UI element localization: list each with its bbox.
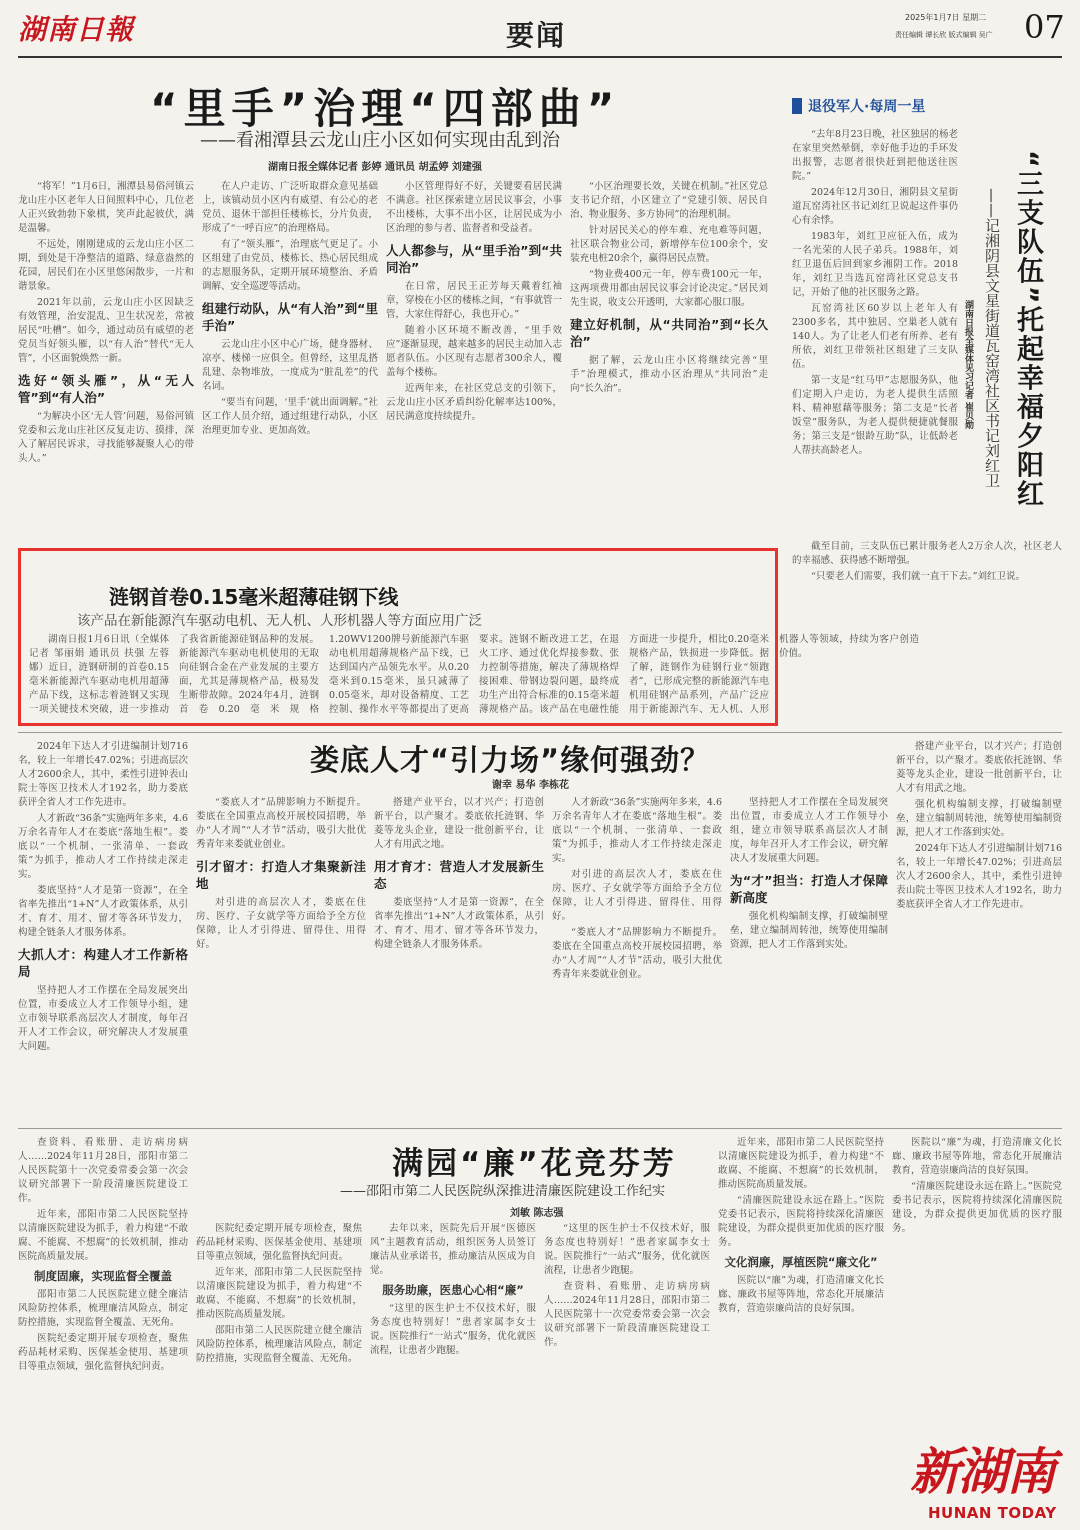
- bottom-story-byline: 刘敏 陈志强: [510, 1208, 564, 1219]
- mid-story-byline: 谢幸 易华 李栋花: [492, 780, 569, 791]
- mid-story-headline: 娄底人才“引力场”缘何强劲？: [310, 743, 711, 777]
- bottom-story-column-5: [718, 1136, 884, 1528]
- paragraph: 医院纪委定期开展专项检查，聚焦药品耗材采购、医保基金使用、基建项目等重点领域，强化监督执纪问责。: [196, 1223, 362, 1262]
- paragraph: 1983年，刘红卫应征入伍，成为一名光荣的人民子弟兵。1988年，刘红卫退伍后回到家乡湘阴工作。2018年，刘红卫当选瓦窑湾社区党总支书记，开始了他的社区服务之路。: [792, 231, 958, 298]
- paragraph: 对引进的高层次人才，娄底在住房、医疗、子女就学等方面给予全方位保障，让人才引得进、留得住、用得好。: [196, 897, 366, 950]
- paragraph: 据了解，云龙山庄小区将继续完善“里手”治理模式，推动小区治理从“共同治”走向“长久治”。: [570, 355, 768, 394]
- masthead-divider: [18, 56, 1062, 58]
- section-divider: [18, 732, 1062, 733]
- mid-story-column-4: [552, 796, 722, 1126]
- paragraph: “为解决小区‘无人管’问题，易俗河镇党委和云龙山庄社区反复走访、摸排，深入了解居民诉求，寻找能够凝聚人心的带头人。”: [18, 411, 194, 464]
- mid-story-column-6: [896, 740, 1062, 1126]
- paragraph: 在人户走访、广泛听取群众意见基础上，该镇动员小区内有威望、有公心的老党员、退休干部担任楼栋长，分片负责，形成了“一呼百应”的治理格局。: [202, 181, 378, 234]
- side-column-tag-label: 退役军人·每周一星: [808, 99, 926, 115]
- paragraph: 医院以“廉”为魂，打造清廉文化长廊、廉政书屋等阵地，常态化开展廉洁教育，营造崇廉尚洁的良好氛围。: [718, 1275, 884, 1314]
- side-story-column-a: [792, 128, 958, 538]
- subhead: 服务助廉，医患心心相“廉”: [382, 1283, 524, 1297]
- mid-story-column-5: [730, 796, 888, 1126]
- paragraph: 截至目前，三支队伍已累计服务老人2万余人次，社区老人的幸福感、获得感不断增强。: [792, 541, 1062, 566]
- paragraph: 有了“领头雁”，治理底气更足了。小区组建了由党员、楼栋长、热心居民组成的志愿服务队，定期开展环境整治、矛盾调解、安全巡逻等活动。: [202, 239, 378, 292]
- paragraph: “物业费400元一年，停车费100元一年，这两项费用都由居民议事会讨论决定。”居民刘先生说，收支公开透明，大家都心服口服。: [570, 269, 768, 308]
- paragraph: 强化机构编制支撑，打破编制壁垒，建立编制周转池，统筹使用编制资源，把人才工作落到实处。: [896, 799, 1062, 838]
- paragraph: 邵阳市第二人民医院建立健全廉洁风险防控体系，梳理廉洁风险点，制定防控措施，实现监督全覆盖、无死角。: [18, 1289, 188, 1328]
- section-title: 要闻: [506, 19, 567, 52]
- paragraph: 在日常，居民王正芳每天戴着红袖章，穿梭在小区的楼栋之间，“有事就管一管，大家住得舒心，我也开心。”: [386, 281, 562, 320]
- paragraph: “去年8月23日晚，社区独居的杨老在家里突然晕倒，幸好他手边的手环发出报警，志愿者很快赶到把他送往医院。”: [792, 129, 958, 182]
- brand-watermark-english: HUNAN TODAY: [928, 1504, 1057, 1522]
- paragraph: 随着小区环境不断改善，“里手效应”逐渐显现，越来越多的居民主动加入志愿者队伍。小区现有志愿者300余人，覆盖每个楼栋。: [386, 325, 562, 378]
- bottom-story-column-6: [892, 1136, 1062, 1436]
- brand-watermark: [904, 1432, 1080, 1530]
- subhead: 大抓人才：构建人才工作新格局: [18, 947, 188, 979]
- subhead: 人人都参与，从“里手治”到“共同治”: [386, 243, 562, 275]
- subhead: 组建行动队，从“有人治”到“里手治”: [202, 301, 378, 333]
- top-story-byline: 湖南日报全媒体记者 彭婷 通讯员 胡孟婷 刘建强: [268, 162, 482, 173]
- subhead: 用才育才：营造人才发展新生态: [374, 859, 544, 891]
- paragraph: 强化机构编制支撑，打破编制壁垒，建立编制周转池，统筹使用编制资源，把人才工作落到实处。: [730, 911, 888, 950]
- side-story-byline: 湖南日报全媒体见习记者 崔贝勋: [963, 300, 973, 430]
- side-story-deck: ——记湘阴县文星街道瓦窑湾社区书记刘红卫: [983, 188, 1001, 488]
- paragraph: “只要老人们需要，我们就一直干下去。”刘红卫说。: [811, 571, 1025, 582]
- side-story-headline: “三支队伍”托起幸福夕阳红: [1012, 150, 1043, 509]
- paragraph: 医院纪委定期开展专项检查，聚焦药品耗材采购、医保基金使用、基建项目等重点领域，强化监督执纪问责。: [18, 1333, 188, 1372]
- paragraph: “娄底人才”品牌影响力不断提升。娄底在全国重点高校开展校园招聘，举办“人才周”“人才节”活动，吸引大批优秀青年来娄就业创业。: [196, 797, 366, 850]
- paragraph: “将军！”1月6日，湘潭县易俗河镇云龙山庄小区老年人日间照料中心，几位老人正兴致勃勃下象棋，笑声此起彼伏，满是温馨。: [18, 181, 194, 234]
- paragraph: 查资料、看账册、走访病房病人……2024年11月28日，邵阳市第二人民医院第十一次党委常委会第一次会议研究部署下一阶段清廉医院建设工作。: [18, 1137, 188, 1204]
- paragraph: 查资料、看账册、走访病房病人……2024年11月28日，邵阳市第二人民医院第十一次党委常委会第一次会议研究部署下一阶段清廉医院建设工作。: [544, 1281, 710, 1348]
- paragraph: 不远处，刚刚建成的云龙山庄小区二期，到处是干净整洁的道路、绿意盎然的花园，居民们在小区里悠闲散步，一片和谐景象。: [18, 239, 194, 292]
- paragraph: “这里的医生护士不仅技术好，服务态度也特别好！”患者家属李女士说。医院推行“一站式”服务，优化就医流程，让患者少跑腿。: [544, 1223, 710, 1276]
- paragraph: 瓦窑湾社区60岁以上老年人有2300多名，其中独居、空巢老人就有140人。为了让老人们老有所养、老有所依，刘红卫带领社区组建了三支队伍。: [792, 303, 958, 370]
- paragraph: “这里的医生护士不仅技术好，服务态度也特别好！”患者家属李女士说。医院推行“一站式”服务，优化就医流程，让患者少跑腿。: [370, 1303, 536, 1356]
- paragraph: 2024年12月30日，湘阴县文星街道瓦窑湾社区书记刘红卫说起这件事仍心有余悸。: [792, 187, 958, 226]
- mid-story-column-2: [196, 796, 366, 1126]
- paragraph: 2024年下达人才引进编制计划716名，较上一年增长47.02%；引进高层次人才2600余人，其中，柔性引进钟表山院士等医卫技术人才192名，助力娄底获评全省人才工作先进市。: [896, 843, 1062, 910]
- subhead: 制度固廉，实现监督全覆盖: [34, 1269, 172, 1283]
- paragraph: 去年以来，医院先后开展“医德医风”主题教育活动，组织医务人员签订廉洁从业承诺书，推动廉洁从医成为自觉。: [370, 1223, 536, 1276]
- bottom-story-column-4: [544, 1222, 710, 1528]
- paragraph: 人才新政“36条”实施两年多来，4.6万余名青年人才在娄底“落地生根”。娄底以“一个机制、一张清单、一套政策”为抓手，推动人才工作持续走深走实。: [552, 797, 722, 864]
- paragraph: 近年来，邵阳市第二人民医院坚持以清廉医院建设为抓手，着力构建“不敢腐、不能腐、不想腐”的长效机制，推动医院高质量发展。: [718, 1137, 884, 1190]
- bottom-story-column-2: [196, 1222, 362, 1528]
- paragraph: “清廉医院建设永远在路上。”医院党委书记表示，医院将持续深化清廉医院建设，为群众提供更加优质的医疗服务。: [892, 1181, 1062, 1234]
- paragraph: “清廉医院建设永远在路上。”医院党委书记表示，医院将持续深化清廉医院建设，为群众提供更加优质的医疗服务。: [718, 1195, 884, 1248]
- paragraph: 人才新政“36条”实施两年多来，4.6万余名青年人才在娄底“落地生根”。娄底以“一个机制、一张清单、一套政策”为抓手，推动人才工作持续走深走实。: [18, 813, 188, 880]
- paragraph: 近年来，邵阳市第二人民医院坚持以清廉医院建设为抓手，着力构建“不敢腐、不能腐、不想腐”的长效机制，推动医院高质量发展。: [196, 1267, 362, 1320]
- top-story-headline: “里手”治理“四部曲”: [150, 84, 621, 133]
- paragraph: “娄底人才”品牌影响力不断提升。娄底在全国重点高校开展校园招聘，举办“人才周”“人才节”活动，吸引大批优秀青年来娄就业创业。: [552, 927, 722, 980]
- top-story-column-2: [202, 180, 378, 546]
- paragraph: 第一支是“红马甲”志愿服务队，他们定期入户走访，为老人提供生活照料、精神慰藉等服务；第二支是“长者饭堂”服务队，为老人提供便捷就餐服务；第三支是“银龄互助”队，让低龄老人帮扶高龄老人。: [792, 375, 958, 456]
- boxed-story-headline: 涟钢首卷0.15毫米超薄硅钢下线: [109, 585, 399, 609]
- boxed-story-deck: 该产品在新能源汽车驱动电机、无人机、人形机器人等方面应用广泛: [77, 613, 482, 629]
- paragraph: 针对居民关心的停车难、充电难等问题，社区联合物业公司，新增停车位100余个，安装充电桩20余个，赢得居民点赞。: [570, 225, 768, 264]
- bottom-story-deck: ——邵阳市第二人民医院纵深推进清廉医院建设工作纪实: [340, 1184, 666, 1199]
- paragraph: 坚持把人才工作摆在全局发展突出位置，市委成立人才工作领导小组，建立市领导联系高层次人才制度，每年召开人才工作会议，研究解决人才发展重大问题。: [18, 985, 188, 1052]
- paragraph: 近两年来，在社区党总支的引领下，云龙山庄小区矛盾纠纷化解率达100%，居民满意度持续提升。: [386, 383, 562, 422]
- brand-watermark-logo: 新湖南: [910, 1442, 1054, 1501]
- bottom-story-column-3: [370, 1222, 536, 1528]
- paragraph: 云龙山庄小区中心广场，健身器材、凉亭、楼梯一应俱全。但曾经，这里乱搭乱建、杂物堆放，一度成为“脏乱差”的代名词。: [202, 339, 378, 392]
- top-story-column-3: [386, 180, 562, 546]
- subhead: 选好“领头雁”，从“无人管”到“有人治”: [18, 373, 194, 405]
- paragraph: 对引进的高层次人才，娄底在住房、医疗、子女就学等方面给予全方位保障，让人才引得进、留得住、用得好。: [552, 869, 722, 922]
- section-divider: [18, 1128, 1062, 1129]
- paragraph: 搭建产业平台，以才兴产；打造创新平台，以产聚才。娄底依托涟钢、华菱等龙头企业，建设一批创新平台，让人才有用武之地。: [374, 797, 544, 850]
- masthead: [0, 0, 1080, 62]
- top-story-column-1: [18, 180, 194, 546]
- top-story-deck: ——看湘潭县云龙山庄小区如何实现由乱到治: [200, 130, 560, 151]
- issue-date: 2025年1月7日 星期二: [905, 13, 987, 22]
- paragraph: 搭建产业平台，以才兴产；打造创新平台，以产聚才。娄底依托涟钢、华菱等龙头企业，建设一批创新平台，让人才有用武之地。: [896, 741, 1062, 794]
- bookmark-icon: [792, 98, 802, 114]
- paragraph: 2021年以前，云龙山庄小区因缺乏有效管理，治安混乱、卫生状况差，常被居民“吐槽”。如今，通过动员有威望的老党员当好领头雁，以“有人治”替代“无人管”，小区面貌焕然一新。: [18, 297, 194, 364]
- paragraph: 2024年下达人才引进编制计划716名，较上一年增长47.02%；引进高层次人才2600余人，其中，柔性引进钟表山院士等医卫技术人才192名，助力娄底获评全省人才工作先进市。: [18, 741, 188, 808]
- subhead: 为“才”担当：打造人才保障新高度: [730, 873, 888, 905]
- mid-story-column-3: [374, 796, 544, 1126]
- paragraph: 娄底坚持“人才是第一资源”，在全省率先推出“1+N”人才政策体系，从引才、育才、用才、留才等各环节发力，构建全链条人才服务体系。: [18, 885, 188, 938]
- paragraph: 坚持把人才工作摆在全局发展突出位置，市委成立人才工作领导小组，建立市领导联系高层次人才制度，每年召开人才工作会议，研究解决人才发展重大问题。: [730, 797, 888, 864]
- subhead: 引才留才：打造人才集聚新洼地: [196, 859, 366, 891]
- side-column-tag: [792, 96, 982, 116]
- bottom-story-column-1: [18, 1136, 188, 1528]
- paragraph: 邵阳市第二人民医院建立健全廉洁风险防控体系，梳理廉洁风险点，制定防控措施，实现监督全覆盖、无死角。: [196, 1325, 362, 1364]
- editors-line: 责任编辑 谭长欣 版式编辑 吴广: [895, 31, 993, 39]
- paragraph: 小区管理得好不好，关键要看居民满不满意。社区探索建立居民议事会，小事不出楼栋，大事不出小区，让居民成为小区治理的参与者、监督者和受益者。: [386, 181, 562, 234]
- page-number: 07: [1024, 8, 1065, 46]
- mid-story-column-1: [18, 740, 188, 1126]
- paragraph: 近年来，邵阳市第二人民医院坚持以清廉医院建设为抓手，着力构建“不敢腐、不能腐、不想腐”的长效机制，推动医院高质量发展。: [18, 1209, 188, 1262]
- subhead: 文化润廉，厚植医院“廉文化”: [724, 1255, 878, 1269]
- subhead: 建立好机制，从“共同治”到“长久治”: [570, 317, 768, 349]
- paragraph: 娄底坚持“人才是第一资源”，在全省率先推出“1+N”人才政策体系，从引才、育才、用才、留才等各环节发力，构建全链条人才服务体系。: [374, 897, 544, 950]
- paragraph: 医院以“廉”为魂，打造清廉文化长廊、廉政书屋等阵地，常态化开展廉洁教育，营造崇廉尚洁的良好氛围。: [892, 1137, 1062, 1176]
- boxed-story-body: 湖南日报1月6日讯（全媒体记者 邹丽娟 通讯员 扶强 左蓉娜）近日，涟钢研制的首卷0.15毫米新能源汽车驱动电机用超薄产品下线，这标志着涟钢又实现一项关键技术突破，进一步推动了我省新能源硅钢品种的发展。新能源汽车驱动电机使用的无取向硅钢合金在产业发展的主要方面，尤其是薄规格产品，极易发生断带故障。2024年4月，涟钢首卷0.20毫米规格1.20WV1200牌号新能源汽车驱动电机用超薄规格产品下线，已达到国内产品领先水平。从0.20毫米到0.15毫米，虽只减薄了0.05毫米，却对设备精度、工艺控制、操作水平等都提出了更高要求。涟钢不断改进工艺，在退火工序、通过优化焊接参数、张力控制等措施，解决了薄规格焊接困难、带钢边裂问题，最终成功生产出符合标准的0.15毫米超薄规格产品。该产品在电磁性能方面进一步提升，相比0.20毫米规格产品，铁损进一步降低。据了解，涟钢作为硅钢行业“领跑者”，已形成完整的新能源汽车电机用硅钢产品系列，产品广泛应用于新能源汽车、无人机、人形机器人等领域，持续为客户创造价值。: [29, 634, 919, 715]
- bottom-story-headline: 满园“廉”花竞芬芳: [392, 1146, 677, 1182]
- paragraph: “小区治理要长效，关键在机制。”社区党总支书记介绍，小区建立了“党建引领、居民自治、物业服务、多方协同”的治理机制。: [570, 181, 768, 220]
- paragraph: “要当有问题，‘里手’就出面调解。”社区工作人员介绍，通过组建行动队，小区治理更加专业、更加高效。: [202, 397, 378, 436]
- newspaper-logo: 湖南日報: [18, 13, 135, 46]
- top-story-column-4: [570, 180, 768, 546]
